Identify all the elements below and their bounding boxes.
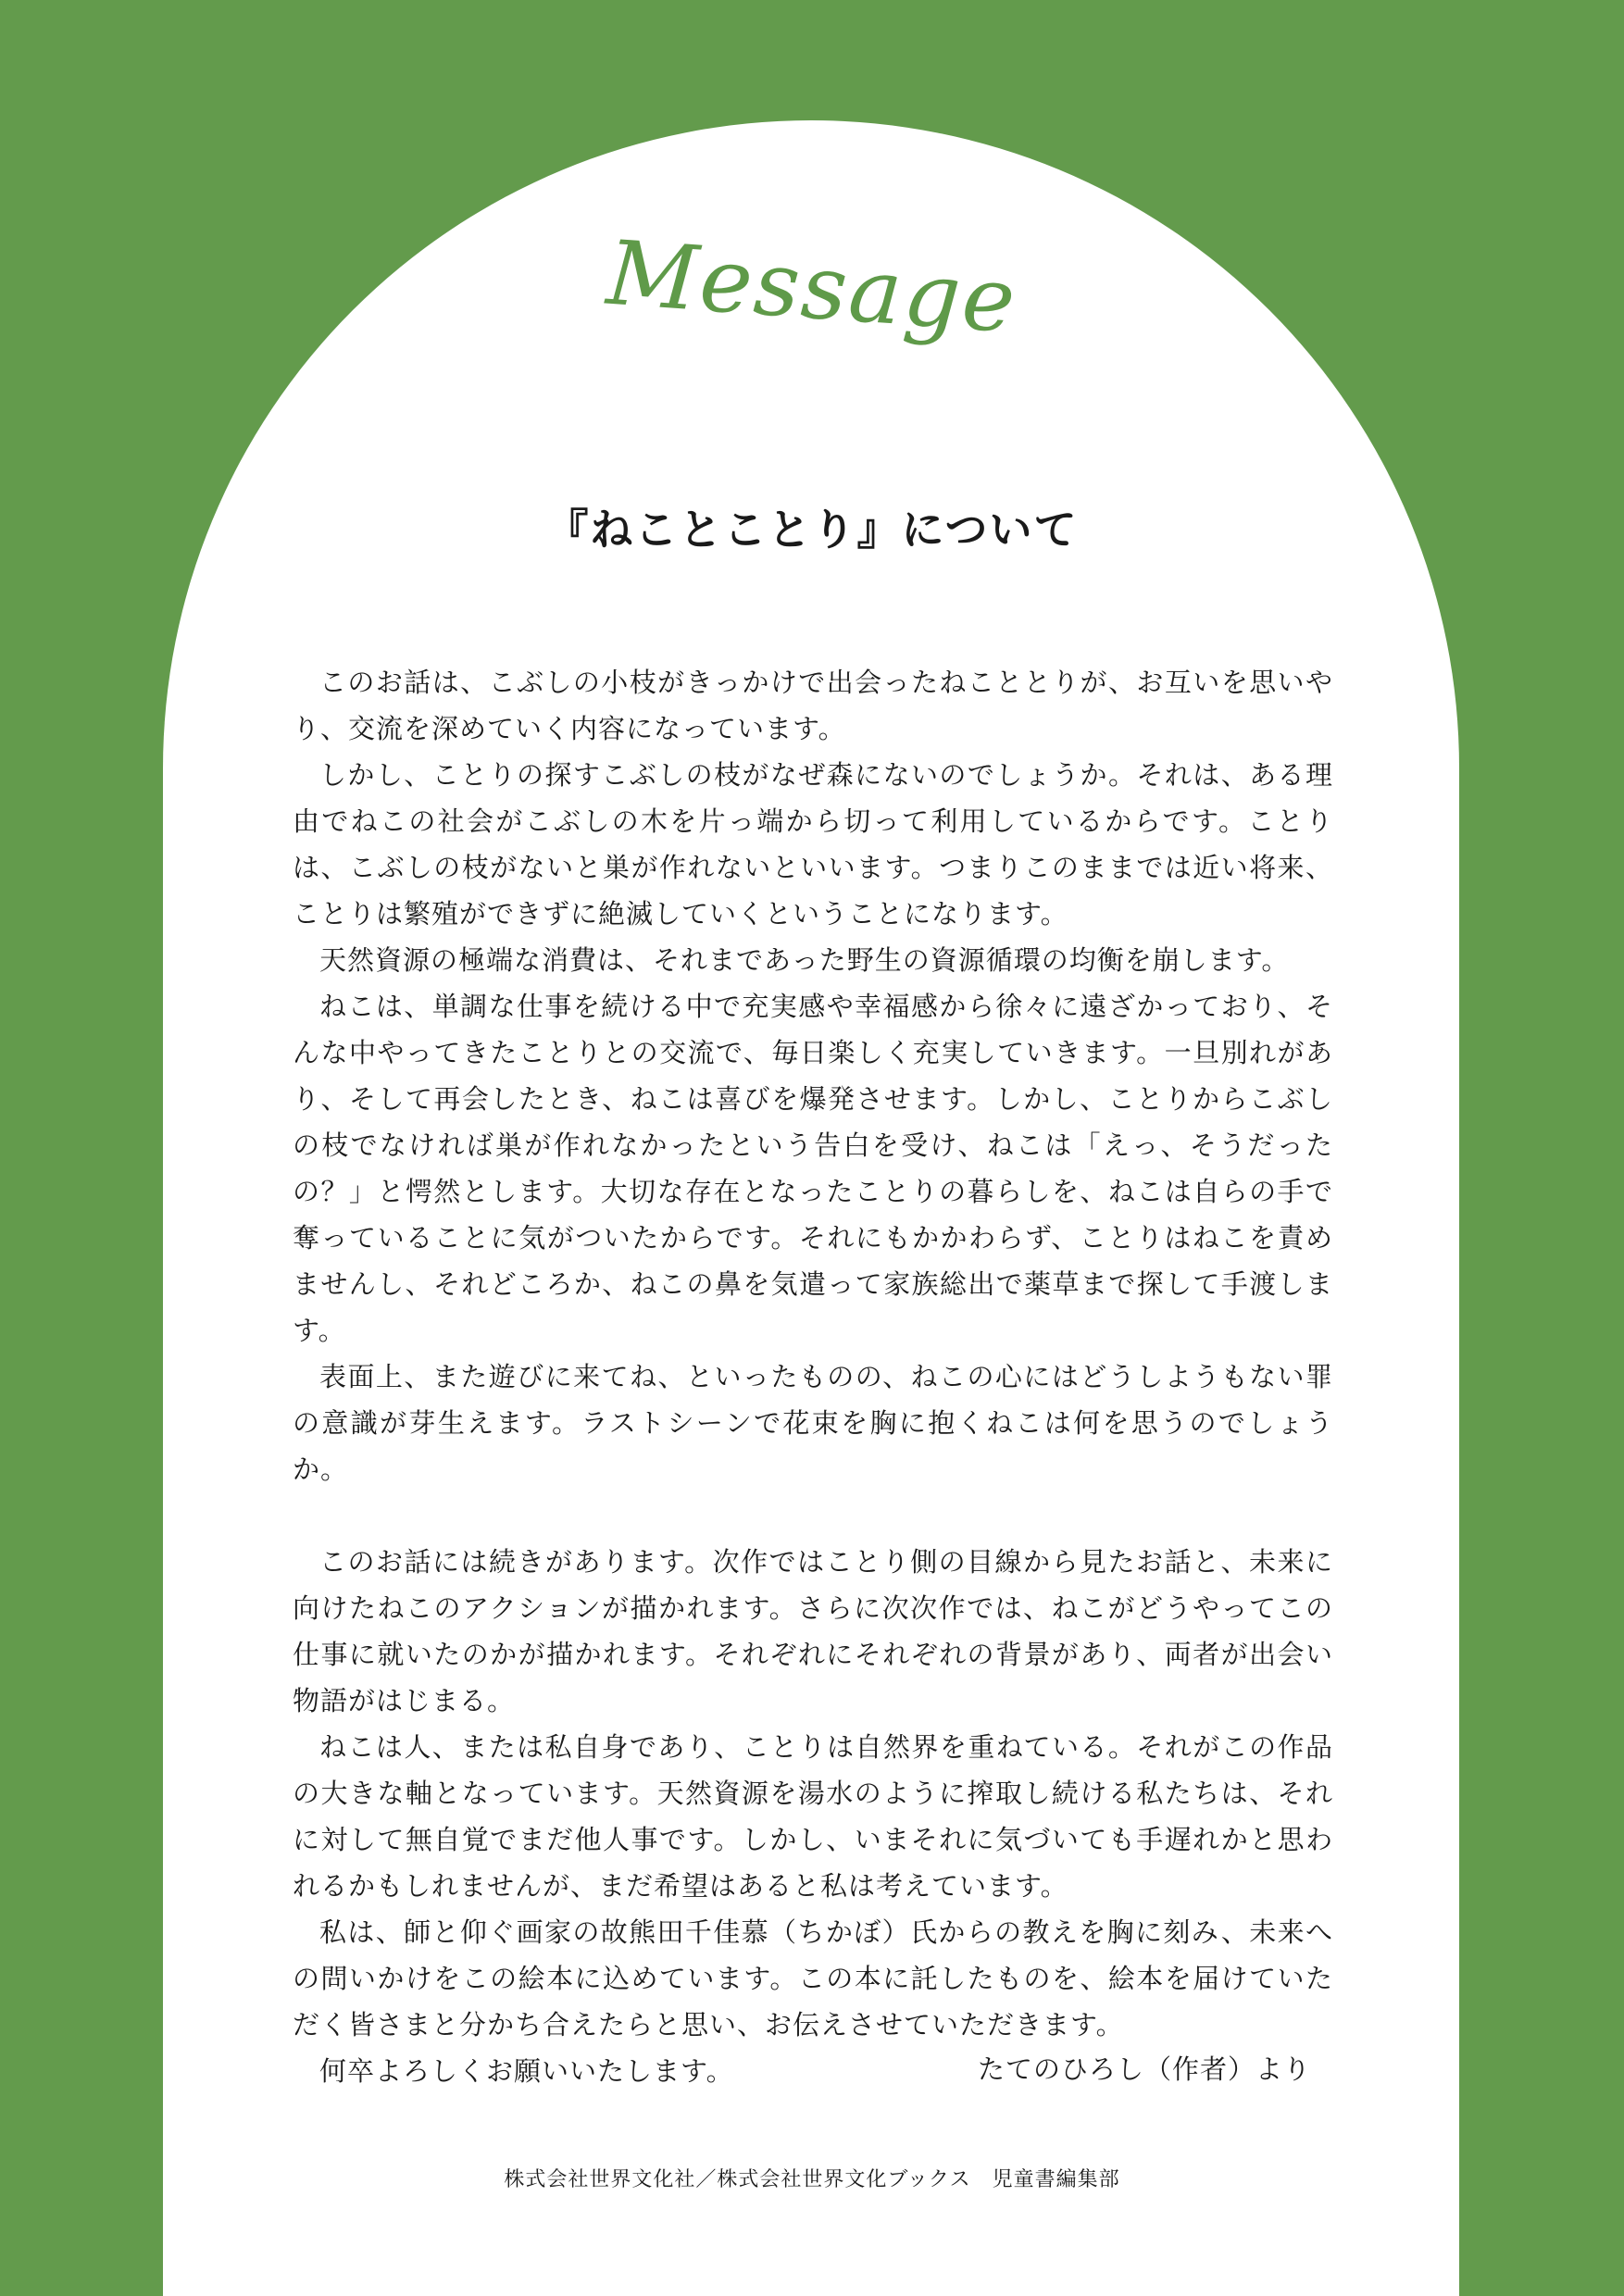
paragraph: 表面上、また遊びに来てね、といったものの、ねこの心にはどうしようもない罪の意識が芽生えます。ラストシーンで花束を胸に抱くねこは何を思うのでしょうか。 — [293, 1361, 1333, 1485]
paragraph-gap — [293, 1492, 1333, 1539]
page-title: 『ねことことり』について — [545, 505, 1079, 555]
message-heading: Message — [604, 220, 1020, 354]
paragraph: 何卒よろしくお願いいたします。 — [319, 2055, 734, 2087]
paragraph: 天然資源の極端な消費は、それまであった野生の資源循環の均衡を崩します。 — [319, 944, 1290, 976]
message-body — [293, 659, 1333, 2094]
paragraph: このお話は、こぶしの小枝がきっかけで出会ったねこととりが、お互いを思いやり、交流を深めていく内容になっています。 — [293, 667, 1333, 744]
paragraph: ねこは人、または私自身であり、ことりは自然界を重ねている。それがこの作品の大きな軸となっています。天然資源を湯水のように搾取し続ける私たちは、それに対して無自覚でまだ他人事です。しかし、いまそれに気づいても手遅れかと思われるかもしれませんが、まだ希望はあると私は考えています。 — [293, 1731, 1333, 1902]
paragraph: しかし、ことりの探すこぶしの枝がなぜ森にないのでしょうか。それは、ある理由でねこの社会がこぶしの木を片っ端から切って利用しているからです。ことりは、こぶしの枝がないと巣が作れないといいます。つまりこのままでは近い将来、ことりは繁殖ができずに絶滅していくということになります。 — [293, 759, 1333, 930]
publisher-footer: 株式会社世界文化社／株式会社世界文化ブックス 児童書編集部 — [504, 2168, 1120, 2191]
author-signature: たてのひろし（作者）より — [977, 2053, 1311, 2085]
paragraph: ねこは、単調な仕事を続ける中で充実感や幸福感から徐々に遠ざかっており、そんな中やってきたことりとの交流で、毎日楽しく充実していきます。一旦別れがあり、そして再会したとき、ねこは喜びを爆発させます。しかし、ことりからこぶしの枝でなければ巣が作れなかったという告白を受け、ねこは「えっ、そうだったの？」と愕然とします。大切な存在となったことりの暮らしを、ねこは自らの手で奪っていることに気がついたからです。それにもかかわらず、ことりはねこを責めませんし、それどころか、ねこの鼻を気遣って家族総出で薬草まで探して手渡します。 — [293, 991, 1333, 1346]
paragraph: このお話には続きがあります。次作ではことり側の目線から見たお話と、未来に向けたねこのアクションが描かれます。さらに次次作では、ねこがどうやってこの仕事に就いたのかが描かれます。それぞれにそれぞれの背景があり、両者が出会い物語がはじまる。 — [293, 1546, 1333, 1716]
paragraph: 私は、師と仰ぐ画家の故熊田千佳慕（ちかぼ）氏からの教えを胸に刻み、未来への問いかけをこの絵本に込めています。この本に託したものを、絵本を届けていただく皆さまと分かち合えたらと思い、お伝えさせていただきます。 — [293, 1916, 1333, 2040]
